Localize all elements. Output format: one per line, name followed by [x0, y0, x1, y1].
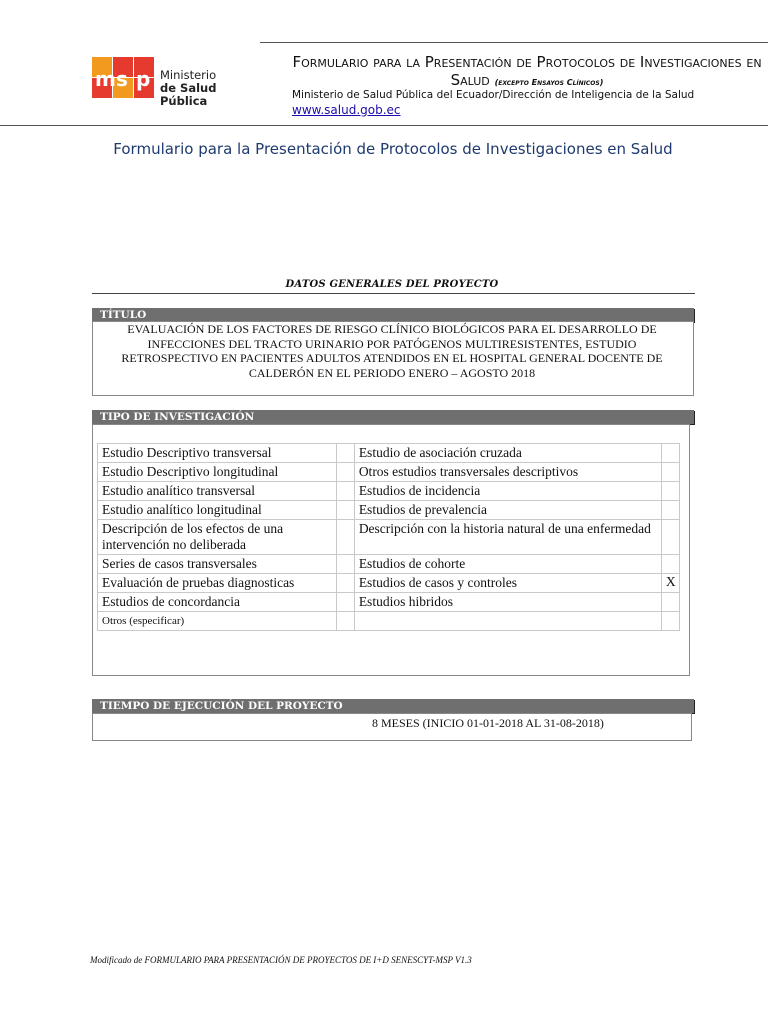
svg-text:s: s — [116, 67, 128, 91]
header-url-link[interactable]: www.salud.gob.ec — [292, 103, 401, 117]
study-type-checkbox[interactable] — [337, 593, 355, 612]
study-type-label: Estudio Descriptivo longitudinal — [98, 463, 337, 482]
document-title: Formulario para la Presentación de Protocolos de Investigaciones en Salud — [113, 140, 673, 158]
study-type-checkbox[interactable]: X — [662, 574, 680, 593]
study-type-label: Estudios de incidencia — [354, 482, 662, 501]
study-type-checkbox[interactable] — [662, 593, 680, 612]
logo-salud: de Salud Pública — [160, 81, 217, 108]
svg-text:m: m — [95, 67, 116, 91]
study-type-label: Estudios hibridos — [354, 593, 662, 612]
study-type-checkbox[interactable] — [662, 463, 680, 482]
study-type-checkbox[interactable] — [337, 463, 355, 482]
table-row — [98, 463, 680, 482]
study-type-checkbox[interactable] — [337, 444, 355, 463]
tiempo-value: 8 MESES (INICIO 01-01-2018 AL 31-08-2018) — [372, 716, 604, 730]
study-type-label: Estudios de casos y controles — [354, 574, 662, 593]
svg-text:p: p — [136, 67, 151, 91]
header-bottom-rule — [0, 125, 768, 126]
study-type-label: Estudios de concordancia — [98, 593, 337, 612]
study-type-label: Descripción con la historia natural de una enfermedad — [354, 520, 662, 555]
study-type-label: Evaluación de pruebas diagnosticas — [98, 574, 337, 593]
study-type-label: Series de casos transversales — [98, 555, 337, 574]
section-heading: DATOS GENERALES DEL PROYECTO — [285, 279, 499, 290]
study-type-checkbox[interactable] — [662, 612, 680, 631]
table-row — [98, 555, 680, 574]
study-type-checkbox[interactable] — [337, 574, 355, 593]
section-rule — [92, 293, 695, 294]
study-type-checkbox[interactable] — [337, 612, 355, 631]
titulo-label-bar: TÍTULO — [92, 308, 694, 322]
tipo-label-bar: TIPO DE INVESTIGACIÓN — [92, 410, 694, 424]
study-type-checkbox[interactable] — [337, 482, 355, 501]
study-type-checkbox[interactable] — [662, 482, 680, 501]
study-type-checkbox[interactable] — [662, 520, 680, 555]
study-type-label: Descripción de los efectos de una intervención no deliberada — [98, 520, 337, 555]
header-title-note: (excepto Ensayos Clínicos) — [494, 78, 604, 87]
table-row — [98, 574, 680, 593]
study-type-label: Estudio analítico transversal — [98, 482, 337, 501]
study-type-label: Estudios de cohorte — [354, 555, 662, 574]
table-row — [98, 501, 680, 520]
tiempo-label-bar: TIEMPO DE EJECUCIÓN DEL PROYECTO — [92, 699, 694, 713]
study-type-checkbox[interactable] — [662, 444, 680, 463]
msp-logo-icon — [92, 55, 154, 103]
study-type-checkbox[interactable] — [337, 501, 355, 520]
study-type-label — [354, 612, 662, 631]
table-row — [98, 593, 680, 612]
titulo-text: EVALUACIÓN DE LOS FACTORES DE RIESGO CLÍNICO BIOLÓGICOS PARA EL DESARROLLO DE INFECCIONES DEL TRACTO URINARIO POR PATÓGENOS MULTIRESISTENTES, ESTUDIO RETROSPECTIVO EN PACIENTES ADULTOS ATENDIDOS EN EL HOSPITAL GENERAL DOCENTE DE CALDERÓN EN EL PERIODO ENERO – AGOSTO 2018 — [121, 322, 663, 380]
study-type-checkbox[interactable] — [337, 520, 355, 555]
study-type-label: Estudios de prevalencia — [354, 501, 662, 520]
study-type-label: Otros estudios transversales descriptivos — [354, 463, 662, 482]
study-type-checkbox[interactable] — [662, 501, 680, 520]
header-title — [292, 53, 762, 92]
logo-ministerio: Ministerio — [160, 68, 217, 82]
header-title-main: Formulario para la Presentación de Protocolos de Investigaciones en Salud — [292, 53, 762, 89]
table-row — [98, 612, 680, 631]
table-row — [98, 520, 680, 555]
footer-note: Modificado de FORMULARIO PARA PRESENTACIÓN DE PROYECTOS DE I+D SENESCYT-MSP V1.3 — [90, 955, 472, 965]
study-type-label: Otros (especificar) — [98, 612, 337, 631]
study-type-label: Estudio analítico longitudinal — [98, 501, 337, 520]
msp-logo — [92, 55, 262, 108]
study-type-label: Estudio de asociación cruzada — [354, 444, 662, 463]
study-type-label: Estudio Descriptivo transversal — [98, 444, 337, 463]
header-top-rule — [260, 42, 768, 43]
study-type-checkbox[interactable] — [662, 555, 680, 574]
table-row — [98, 482, 680, 501]
table-row — [98, 444, 680, 463]
header-subtitle: Ministerio de Salud Pública del Ecuador/Dirección de Inteligencia de la Salud — [292, 89, 695, 101]
msp-logo-text — [160, 69, 262, 108]
tipo-table — [97, 443, 680, 631]
study-type-checkbox[interactable] — [337, 555, 355, 574]
